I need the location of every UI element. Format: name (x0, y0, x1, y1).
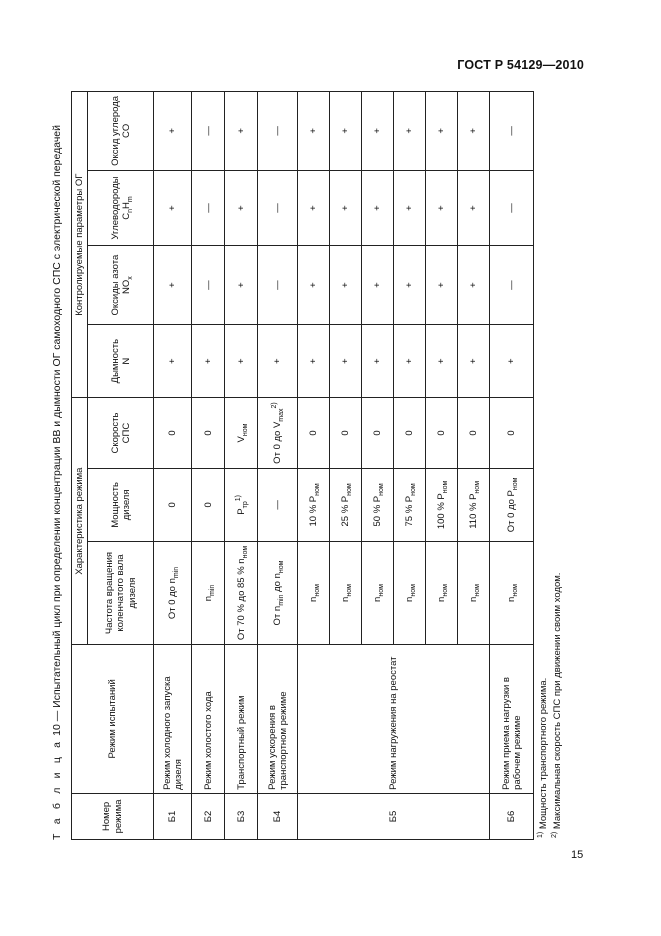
cell-hc: — (192, 170, 225, 246)
table-caption (49, 90, 65, 840)
crankshaft-value: n (468, 596, 480, 602)
cell-nox: + (298, 246, 330, 325)
cell-speed (330, 398, 362, 468)
footnote-1 (537, 98, 551, 838)
cell-crankshaft (258, 542, 298, 645)
table-row (225, 92, 258, 840)
cell-nox: + (426, 246, 458, 325)
cell-hc: + (458, 170, 490, 246)
cell-nox: + (225, 246, 258, 325)
power-sub: ном (512, 477, 520, 491)
header-speed: Скорость СПС (88, 398, 154, 468)
table-row (258, 92, 298, 840)
cell-co: + (458, 92, 490, 171)
cell-smoke: + (362, 324, 394, 397)
crankshaft-sub2: ном (278, 560, 286, 574)
cell-speed (394, 398, 426, 468)
cell-smoke: + (458, 324, 490, 397)
header-nox-sub: x (126, 276, 134, 280)
header-test-mode: Режим испытаний (72, 644, 154, 793)
cell-mode-number: Б6 (490, 793, 534, 839)
cell-co: + (330, 92, 362, 171)
cell-crankshaft (225, 542, 258, 645)
cell-crankshaft (490, 542, 534, 645)
power-value: От 0 до P (506, 490, 518, 533)
crankshaft-value: n (202, 595, 214, 602)
speed-value: 0 (506, 430, 518, 436)
power-value: 100 % P (436, 493, 448, 530)
cell-power (458, 468, 490, 541)
header-nox-symbol: NO (120, 279, 132, 294)
rotated-table-block (49, 90, 584, 840)
header-smoke (88, 324, 154, 397)
power-value: 25 % P (340, 495, 352, 527)
header-power: Мощность дизеля (88, 468, 154, 541)
cell-co: — (258, 92, 298, 171)
cell-crankshaft (458, 542, 490, 645)
power-sub: ном (474, 480, 482, 494)
cell-smoke: + (225, 324, 258, 397)
footnote-2-text: Максимальная скорость СПС при движении своим ходом. (552, 572, 563, 830)
cell-crankshaft (192, 542, 225, 645)
cell-speed (426, 398, 458, 468)
header-hc-h: H (120, 202, 132, 209)
cell-smoke: + (298, 324, 330, 397)
power-sub: тр (241, 501, 249, 509)
power-value: 0 (202, 502, 214, 508)
cell-co: — (192, 92, 225, 171)
header-hc (88, 170, 154, 246)
table-label: Т а б л и ц а (51, 738, 63, 840)
speed-value: 0 (468, 430, 480, 436)
header-nox (88, 246, 154, 325)
cell-test-mode: Режим ускорения в транспортном режиме (258, 644, 298, 793)
power-sub: ном (410, 483, 418, 496)
crankshaft-sub: ном (512, 584, 520, 597)
crankshaft-sub: min (278, 594, 286, 606)
power-value: 0 (167, 502, 179, 508)
crankshaft-value: n (404, 596, 416, 602)
speed-value: V (235, 436, 247, 443)
speed-value: От 0 до V (272, 421, 284, 464)
cell-smoke: + (426, 324, 458, 397)
power-value: 110 % P (468, 493, 480, 529)
crankshaft-sub: min (208, 584, 216, 596)
cell-co: + (298, 92, 330, 171)
power-sub: ном (378, 483, 386, 496)
cell-nox: — (258, 246, 298, 325)
crankshaft-sub: min (173, 566, 181, 579)
table-caption-text: 10 — Испытательный цикл при определении концентрации ВВ и дымности ОГ самоходного СПС с электрической передачей (51, 124, 63, 736)
cell-nox: + (458, 246, 490, 325)
table-row (154, 92, 192, 840)
cell-power (154, 468, 192, 541)
cell-power (330, 468, 362, 541)
speed-value: 0 (372, 430, 384, 436)
power-sup: 1) (234, 495, 242, 502)
cell-nox: — (490, 246, 534, 325)
cell-nox: + (362, 246, 394, 325)
cell-hc: + (394, 170, 426, 246)
cell-crankshaft (362, 542, 394, 645)
crankshaft-sub: ном (474, 584, 482, 597)
header-hc-c: C (120, 212, 132, 220)
cell-power (298, 468, 330, 541)
speed-sup: 2) (271, 402, 279, 409)
header-row-1 (72, 92, 88, 840)
cell-hc: + (154, 170, 192, 246)
power-sub: ном (314, 483, 322, 496)
power-sub: ном (442, 480, 450, 494)
cell-nox: + (394, 246, 426, 325)
cell-hc: + (330, 170, 362, 246)
cell-mode-number: Б1 (154, 793, 192, 839)
cell-co: + (426, 92, 458, 171)
cell-speed (458, 398, 490, 468)
footnote-2 (551, 98, 565, 838)
crankshaft-sub: ном (410, 584, 418, 597)
cell-co: — (490, 92, 534, 171)
cell-speed (362, 398, 394, 468)
crankshaft-sub: ном (314, 584, 322, 597)
cell-hc: + (298, 170, 330, 246)
cell-power (192, 468, 225, 541)
cell-crankshaft (154, 542, 192, 645)
cell-smoke: + (330, 324, 362, 397)
cell-smoke: + (394, 324, 426, 397)
cell-power (490, 468, 534, 541)
cell-hc: + (225, 170, 258, 246)
crankshaft-value: От n (272, 605, 284, 626)
table-row (490, 92, 534, 840)
cell-nox: — (192, 246, 225, 325)
cell-smoke: + (192, 324, 225, 397)
cell-co: + (154, 92, 192, 171)
cell-hc: + (362, 170, 394, 246)
header-nox-text: Оксиды азота (109, 254, 121, 316)
page-number: 15 (571, 849, 584, 861)
speed-value: 0 (167, 430, 179, 436)
cell-nox: + (154, 246, 192, 325)
cell-speed (225, 398, 258, 468)
cell-speed (192, 398, 225, 468)
cell-power (426, 468, 458, 541)
power-value: P (235, 508, 247, 515)
cell-smoke: + (258, 324, 298, 397)
cell-co: + (362, 92, 394, 171)
cell-power (394, 468, 426, 541)
header-hc-sub-m: m (126, 196, 134, 203)
cell-test-mode: Режим холостого хода (192, 644, 225, 793)
footnote-2-mark: 2) (550, 831, 558, 838)
crankshaft-sub: ном (378, 584, 386, 597)
cell-crankshaft (330, 542, 362, 645)
crankshaft-value: n (308, 596, 320, 602)
cell-mode-number: Б5 (298, 793, 490, 839)
speed-value: 0 (308, 430, 320, 436)
header-characteristic-group: Характеристика режима (72, 398, 88, 645)
speed-sub: ном (241, 423, 249, 437)
crankshaft-value: От 0 до n (167, 578, 179, 620)
cell-test-mode: Режим нагружения на реостат (298, 644, 490, 793)
speed-value: 0 (340, 430, 352, 436)
speed-value: 0 (202, 430, 214, 436)
cell-test-mode: Режим холодного запуска дизеля (154, 644, 192, 793)
cell-co: + (394, 92, 426, 171)
cell-hc: — (490, 170, 534, 246)
cell-crankshaft (426, 542, 458, 645)
table-row (192, 92, 225, 840)
cell-crankshaft (394, 542, 426, 645)
cell-mode-number: Б4 (258, 793, 298, 839)
header-hc-sub-n: n (126, 209, 134, 213)
footnotes (537, 98, 565, 838)
header-controlled-group: Контролируемые параметры ОГ (72, 92, 88, 398)
cell-hc: + (426, 170, 458, 246)
cell-mode-number: Б2 (192, 793, 225, 839)
crankshaft-value: От 70 % до 85 % n (235, 558, 247, 641)
crankshaft-sub: ном (241, 545, 249, 559)
crankshaft-sub: ном (346, 584, 354, 597)
test-cycle-table (71, 91, 534, 840)
header-hc-text: Углеводороды (109, 176, 121, 240)
cell-speed (154, 398, 192, 468)
footnote-1-mark: 1) (536, 831, 544, 838)
header-mode-number: Номер режима (72, 793, 154, 839)
cell-nox: + (330, 246, 362, 325)
power-value: 75 % P (404, 495, 416, 527)
power-value: 50 % P (372, 495, 384, 527)
power-value: — (272, 500, 284, 510)
cell-power (258, 468, 298, 541)
cell-smoke: + (154, 324, 192, 397)
cell-speed (490, 398, 534, 468)
cell-power (225, 468, 258, 541)
header-crankshaft: Частота вращения коленчатого вала дизеля (88, 542, 154, 645)
table-row (298, 92, 330, 840)
cell-test-mode: Режим приема нагрузки в рабочем режиме (490, 644, 534, 793)
table-body (154, 92, 534, 840)
cell-smoke: + (490, 324, 534, 397)
crankshaft-mid: до n (272, 573, 284, 595)
cell-crankshaft (298, 542, 330, 645)
cell-power (362, 468, 394, 541)
crankshaft-value: n (506, 596, 518, 602)
speed-sub: max (278, 408, 286, 422)
power-sub: ном (346, 483, 354, 496)
speed-value: 0 (436, 430, 448, 436)
crankshaft-sub: ном (442, 584, 450, 597)
cell-test-mode: Транспортный режим (225, 644, 258, 793)
header-smoke-text: Дымность (109, 338, 121, 384)
crankshaft-value: n (340, 596, 352, 602)
speed-value: 0 (404, 430, 416, 436)
crankshaft-value: n (372, 596, 384, 602)
document-standard-header: ГОСТ Р 54129—2010 (457, 58, 584, 72)
cell-mode-number: Б3 (225, 793, 258, 839)
header-co: Оксид углерода CO (88, 92, 154, 171)
header-smoke-symbol: N (120, 357, 132, 365)
power-value: 10 % P (308, 495, 320, 527)
cell-speed (258, 398, 298, 468)
crankshaft-value: n (436, 596, 448, 602)
cell-hc: — (258, 170, 298, 246)
cell-speed (298, 398, 330, 468)
cell-co: + (225, 92, 258, 171)
footnote-1-text: Мощность транспортного режима. (538, 677, 549, 830)
